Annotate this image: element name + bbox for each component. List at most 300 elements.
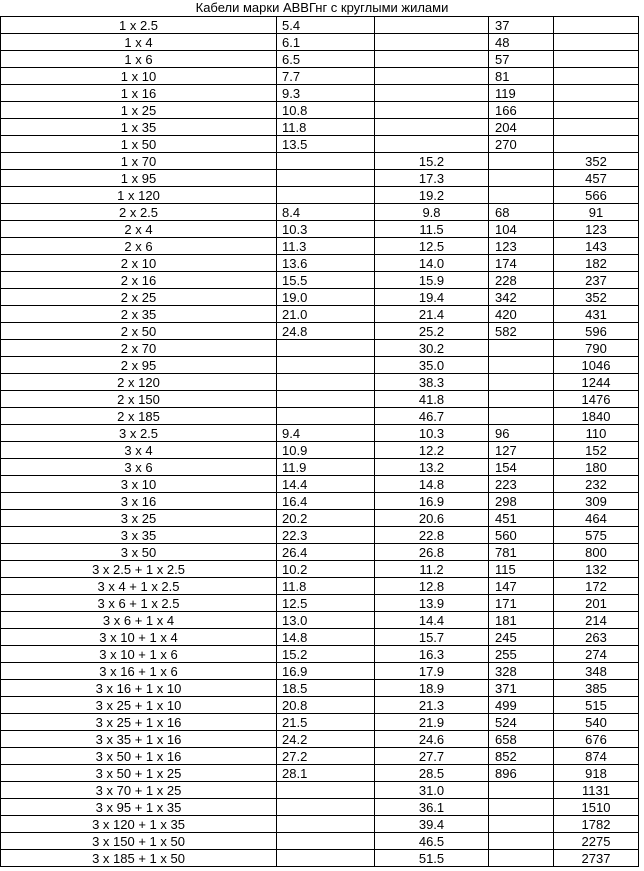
table-cell: 3 x 4: [1, 442, 277, 459]
table-row: [1, 425, 639, 442]
table-cell: 132: [554, 561, 639, 578]
table-cell: 154: [489, 459, 554, 476]
table-cell: 201: [554, 595, 639, 612]
table-cell: 309: [554, 493, 639, 510]
table-cell: 263: [554, 629, 639, 646]
table-cell: [277, 833, 375, 850]
table-body: [1, 17, 639, 867]
table-cell: [277, 391, 375, 408]
table-cell: 3 x 95 + 1 x 35: [1, 799, 277, 816]
table-cell: [375, 85, 489, 102]
table-cell: 24.6: [375, 731, 489, 748]
table-cell: [554, 68, 639, 85]
table-cell: 11.3: [277, 238, 375, 255]
table-cell: 420: [489, 306, 554, 323]
table-cell: 104: [489, 221, 554, 238]
table-cell: 352: [554, 153, 639, 170]
table-cell: 328: [489, 663, 554, 680]
table-cell: 676: [554, 731, 639, 748]
table-row: [1, 68, 639, 85]
table-row: [1, 561, 639, 578]
table-cell: 3 x 50 + 1 x 25: [1, 765, 277, 782]
table-row: [1, 374, 639, 391]
table-cell: 1046: [554, 357, 639, 374]
table-cell: 13.9: [375, 595, 489, 612]
table-cell: [489, 816, 554, 833]
table-cell: 17.9: [375, 663, 489, 680]
table-cell: [277, 340, 375, 357]
table-cell: [554, 136, 639, 153]
table-row: [1, 612, 639, 629]
table-row: [1, 17, 639, 34]
table-cell: [489, 850, 554, 867]
table-row: [1, 833, 639, 850]
table-row: [1, 340, 639, 357]
table-cell: [277, 816, 375, 833]
table-cell: 39.4: [375, 816, 489, 833]
cable-spec-table: [0, 16, 639, 867]
table-cell: 560: [489, 527, 554, 544]
table-cell: 431: [554, 306, 639, 323]
table-cell: 24.8: [277, 323, 375, 340]
table-cell: 38.3: [375, 374, 489, 391]
table-cell: [277, 170, 375, 187]
table-cell: 918: [554, 765, 639, 782]
table-cell: 3 x 10 + 1 x 6: [1, 646, 277, 663]
table-cell: [489, 782, 554, 799]
table-cell: 3 x 185 + 1 x 50: [1, 850, 277, 867]
table-cell: 352: [554, 289, 639, 306]
table-row: [1, 51, 639, 68]
table-cell: 3 x 25 + 1 x 16: [1, 714, 277, 731]
table-cell: 457: [554, 170, 639, 187]
table-cell: [277, 799, 375, 816]
table-cell: [375, 51, 489, 68]
table-cell: 10.2: [277, 561, 375, 578]
table-cell: 27.7: [375, 748, 489, 765]
table-cell: 204: [489, 119, 554, 136]
table-cell: 48: [489, 34, 554, 51]
table-cell: 51.5: [375, 850, 489, 867]
table-row: [1, 153, 639, 170]
table-row: [1, 255, 639, 272]
table-cell: 3 x 25: [1, 510, 277, 527]
table-row: [1, 408, 639, 425]
table-cell: 172: [554, 578, 639, 595]
table-cell: 27.2: [277, 748, 375, 765]
table-cell: 2 x 2.5: [1, 204, 277, 221]
table-row: [1, 510, 639, 527]
table-cell: 180: [554, 459, 639, 476]
table-cell: [277, 408, 375, 425]
table-cell: 115: [489, 561, 554, 578]
table-cell: 20.2: [277, 510, 375, 527]
table-cell: 2 x 120: [1, 374, 277, 391]
table-cell: 152: [554, 442, 639, 459]
table-cell: 232: [554, 476, 639, 493]
table-cell: [277, 357, 375, 374]
table-cell: [489, 153, 554, 170]
table-row: [1, 85, 639, 102]
table-row: [1, 816, 639, 833]
table-row: [1, 731, 639, 748]
table-cell: 270: [489, 136, 554, 153]
table-row: [1, 697, 639, 714]
table-cell: 1 x 95: [1, 170, 277, 187]
table-cell: 11.8: [277, 119, 375, 136]
table-title: Кабели марки АВВГнг с круглыми жилами: [195, 0, 449, 15]
table-cell: 566: [554, 187, 639, 204]
table-cell: 15.9: [375, 272, 489, 289]
table-cell: 1510: [554, 799, 639, 816]
table-row: [1, 544, 639, 561]
table-cell: 16.4: [277, 493, 375, 510]
table-cell: 255: [489, 646, 554, 663]
table-row: [1, 136, 639, 153]
table-cell: 15.7: [375, 629, 489, 646]
table-cell: 21.4: [375, 306, 489, 323]
table-row: [1, 493, 639, 510]
table-cell: [554, 119, 639, 136]
table-cell: 12.2: [375, 442, 489, 459]
table-cell: 1 x 35: [1, 119, 277, 136]
table-row: [1, 629, 639, 646]
table-cell: 11.2: [375, 561, 489, 578]
table-cell: 12.8: [375, 578, 489, 595]
table-cell: 800: [554, 544, 639, 561]
table-row: [1, 204, 639, 221]
table-cell: 10.3: [277, 221, 375, 238]
table-row: [1, 646, 639, 663]
table-cell: 3 x 16: [1, 493, 277, 510]
table-cell: 16.9: [277, 663, 375, 680]
table-cell: 13.5: [277, 136, 375, 153]
table-cell: 14.8: [277, 629, 375, 646]
table-cell: 3 x 4 + 1 x 2.5: [1, 578, 277, 595]
table-cell: 2737: [554, 850, 639, 867]
table-cell: 1 x 10: [1, 68, 277, 85]
table-row: [1, 289, 639, 306]
table-row: [1, 714, 639, 731]
table-cell: 3 x 35 + 1 x 16: [1, 731, 277, 748]
table-cell: 2 x 10: [1, 255, 277, 272]
table-cell: 41.8: [375, 391, 489, 408]
table-cell: 6.5: [277, 51, 375, 68]
table-cell: 30.2: [375, 340, 489, 357]
table-cell: [489, 170, 554, 187]
table-cell: 1782: [554, 816, 639, 833]
table-row: [1, 442, 639, 459]
table-cell: [375, 119, 489, 136]
table-cell: 15.2: [277, 646, 375, 663]
table-row: [1, 391, 639, 408]
table-cell: 5.4: [277, 17, 375, 34]
table-cell: 81: [489, 68, 554, 85]
table-cell: 3 x 2.5: [1, 425, 277, 442]
table-cell: 14.4: [375, 612, 489, 629]
table-cell: 874: [554, 748, 639, 765]
table-cell: 18.5: [277, 680, 375, 697]
table-cell: 22.8: [375, 527, 489, 544]
table-cell: 2 x 70: [1, 340, 277, 357]
table-row: [1, 595, 639, 612]
table-cell: 21.0: [277, 306, 375, 323]
table-cell: 3 x 50: [1, 544, 277, 561]
table-row: [1, 850, 639, 867]
table-cell: [375, 136, 489, 153]
table-cell: 166: [489, 102, 554, 119]
table-row: [1, 748, 639, 765]
table-row: [1, 187, 639, 204]
table-cell: 2 x 4: [1, 221, 277, 238]
table-cell: [554, 51, 639, 68]
table-cell: 2 x 16: [1, 272, 277, 289]
table-cell: 3 x 6 + 1 x 4: [1, 612, 277, 629]
table-cell: 515: [554, 697, 639, 714]
table-cell: [489, 833, 554, 850]
table-cell: 15.5: [277, 272, 375, 289]
table-cell: 22.3: [277, 527, 375, 544]
table-row: [1, 34, 639, 51]
table-row: [1, 765, 639, 782]
table-row: [1, 238, 639, 255]
table-cell: 385: [554, 680, 639, 697]
table-cell: 575: [554, 527, 639, 544]
table-cell: 20.8: [277, 697, 375, 714]
table-row: [1, 306, 639, 323]
table-cell: 451: [489, 510, 554, 527]
table-cell: 19.2: [375, 187, 489, 204]
table-cell: 11.5: [375, 221, 489, 238]
table-cell: 174: [489, 255, 554, 272]
table-cell: 28.5: [375, 765, 489, 782]
table-row: [1, 663, 639, 680]
table-cell: 35.0: [375, 357, 489, 374]
table-cell: 524: [489, 714, 554, 731]
table-cell: 91: [554, 204, 639, 221]
table-row: [1, 102, 639, 119]
table-cell: 3 x 6: [1, 459, 277, 476]
table-cell: 10.8: [277, 102, 375, 119]
table-cell: 96: [489, 425, 554, 442]
table-cell: 2 x 50: [1, 323, 277, 340]
table-cell: 21.3: [375, 697, 489, 714]
table-cell: 1131: [554, 782, 639, 799]
table-cell: 1476: [554, 391, 639, 408]
table-cell: 127: [489, 442, 554, 459]
table-cell: 214: [554, 612, 639, 629]
table-cell: 2275: [554, 833, 639, 850]
table-row: [1, 476, 639, 493]
table-cell: 11.8: [277, 578, 375, 595]
table-cell: [375, 102, 489, 119]
table-cell: [489, 340, 554, 357]
table-cell: 17.3: [375, 170, 489, 187]
table-cell: 342: [489, 289, 554, 306]
table-cell: 123: [489, 238, 554, 255]
table-cell: 9.4: [277, 425, 375, 442]
table-cell: 348: [554, 663, 639, 680]
table-cell: 3 x 16 + 1 x 6: [1, 663, 277, 680]
table-cell: 223: [489, 476, 554, 493]
table-row: [1, 782, 639, 799]
table-cell: 1244: [554, 374, 639, 391]
table-cell: [554, 102, 639, 119]
table-cell: 464: [554, 510, 639, 527]
table-cell: 237: [554, 272, 639, 289]
table-cell: 228: [489, 272, 554, 289]
table-cell: 57: [489, 51, 554, 68]
table-cell: 16.9: [375, 493, 489, 510]
table-row: [1, 799, 639, 816]
table-cell: 1 x 16: [1, 85, 277, 102]
table-cell: 8.4: [277, 204, 375, 221]
table-cell: 13.0: [277, 612, 375, 629]
table-cell: 6.1: [277, 34, 375, 51]
table-cell: 15.2: [375, 153, 489, 170]
table-cell: 3 x 10 + 1 x 4: [1, 629, 277, 646]
table-cell: 68: [489, 204, 554, 221]
table-cell: 13.2: [375, 459, 489, 476]
table-cell: [489, 799, 554, 816]
table-cell: 36.1: [375, 799, 489, 816]
table-cell: 582: [489, 323, 554, 340]
table-cell: 2 x 25: [1, 289, 277, 306]
table-cell: 781: [489, 544, 554, 561]
table-cell: 1 x 6: [1, 51, 277, 68]
table-cell: 2 x 35: [1, 306, 277, 323]
table-row: [1, 119, 639, 136]
table-cell: 171: [489, 595, 554, 612]
table-cell: 14.0: [375, 255, 489, 272]
table-cell: [489, 357, 554, 374]
table-cell: 110: [554, 425, 639, 442]
table-cell: 18.9: [375, 680, 489, 697]
table-cell: 3 x 120 + 1 x 35: [1, 816, 277, 833]
table-cell: 1 x 50: [1, 136, 277, 153]
table-cell: 14.8: [375, 476, 489, 493]
table-cell: 3 x 10: [1, 476, 277, 493]
table-cell: 10.9: [277, 442, 375, 459]
table-cell: [489, 408, 554, 425]
table-cell: 1 x 25: [1, 102, 277, 119]
table-cell: 3 x 150 + 1 x 50: [1, 833, 277, 850]
table-cell: 3 x 35: [1, 527, 277, 544]
table-cell: 3 x 25 + 1 x 10: [1, 697, 277, 714]
table-cell: 1 x 120: [1, 187, 277, 204]
table-cell: 16.3: [375, 646, 489, 663]
table-cell: 2 x 6: [1, 238, 277, 255]
table-cell: 24.2: [277, 731, 375, 748]
table-row: [1, 578, 639, 595]
table-cell: [489, 391, 554, 408]
table-cell: [277, 850, 375, 867]
table-cell: [277, 374, 375, 391]
table-cell: 31.0: [375, 782, 489, 799]
table-cell: [554, 85, 639, 102]
table-cell: 1840: [554, 408, 639, 425]
table-cell: 540: [554, 714, 639, 731]
table-row: [1, 459, 639, 476]
table-cell: 123: [554, 221, 639, 238]
table-cell: 9.3: [277, 85, 375, 102]
table-cell: 46.5: [375, 833, 489, 850]
table-cell: [554, 17, 639, 34]
table-cell: 21.9: [375, 714, 489, 731]
table-cell: 28.1: [277, 765, 375, 782]
table-cell: 896: [489, 765, 554, 782]
table-cell: 245: [489, 629, 554, 646]
table-cell: 21.5: [277, 714, 375, 731]
table-cell: 3 x 6 + 1 x 2.5: [1, 595, 277, 612]
table-row: [1, 323, 639, 340]
table-cell: [489, 187, 554, 204]
table-cell: 182: [554, 255, 639, 272]
table-cell: 499: [489, 697, 554, 714]
table-cell: [375, 68, 489, 85]
table-cell: [554, 34, 639, 51]
table-cell: 14.4: [277, 476, 375, 493]
table-row: [1, 357, 639, 374]
table-cell: 852: [489, 748, 554, 765]
table-cell: [489, 374, 554, 391]
table-cell: [277, 153, 375, 170]
table-cell: 658: [489, 731, 554, 748]
table-cell: [375, 34, 489, 51]
table-cell: [277, 187, 375, 204]
table-cell: [277, 782, 375, 799]
table-cell: 181: [489, 612, 554, 629]
table-cell: 274: [554, 646, 639, 663]
table-cell: 26.8: [375, 544, 489, 561]
table-cell: 10.3: [375, 425, 489, 442]
table-cell: 12.5: [375, 238, 489, 255]
table-cell: 790: [554, 340, 639, 357]
table-cell: 1 x 70: [1, 153, 277, 170]
table-row: [1, 221, 639, 238]
table-cell: [375, 17, 489, 34]
table-cell: 26.4: [277, 544, 375, 561]
table-cell: 20.6: [375, 510, 489, 527]
table-row: [1, 680, 639, 697]
table-cell: 19.4: [375, 289, 489, 306]
table-cell: 37: [489, 17, 554, 34]
table-cell: 19.0: [277, 289, 375, 306]
table-cell: 2 x 150: [1, 391, 277, 408]
table-row: [1, 170, 639, 187]
table-row: [1, 272, 639, 289]
table-cell: 2 x 185: [1, 408, 277, 425]
table-cell: 3 x 2.5 + 1 x 2.5: [1, 561, 277, 578]
table-cell: 7.7: [277, 68, 375, 85]
table-cell: 25.2: [375, 323, 489, 340]
table-cell: 3 x 50 + 1 x 16: [1, 748, 277, 765]
table-cell: 3 x 70 + 1 x 25: [1, 782, 277, 799]
table-cell: 596: [554, 323, 639, 340]
table-cell: 9.8: [375, 204, 489, 221]
table-cell: 11.9: [277, 459, 375, 476]
table-cell: 2 x 95: [1, 357, 277, 374]
table-cell: 1 x 4: [1, 34, 277, 51]
table-cell: 1 x 2.5: [1, 17, 277, 34]
table-cell: 3 x 16 + 1 x 10: [1, 680, 277, 697]
table-row: [1, 527, 639, 544]
table-cell: 119: [489, 85, 554, 102]
table-cell: 12.5: [277, 595, 375, 612]
table-cell: 46.7: [375, 408, 489, 425]
table-cell: 371: [489, 680, 554, 697]
table-cell: 13.6: [277, 255, 375, 272]
